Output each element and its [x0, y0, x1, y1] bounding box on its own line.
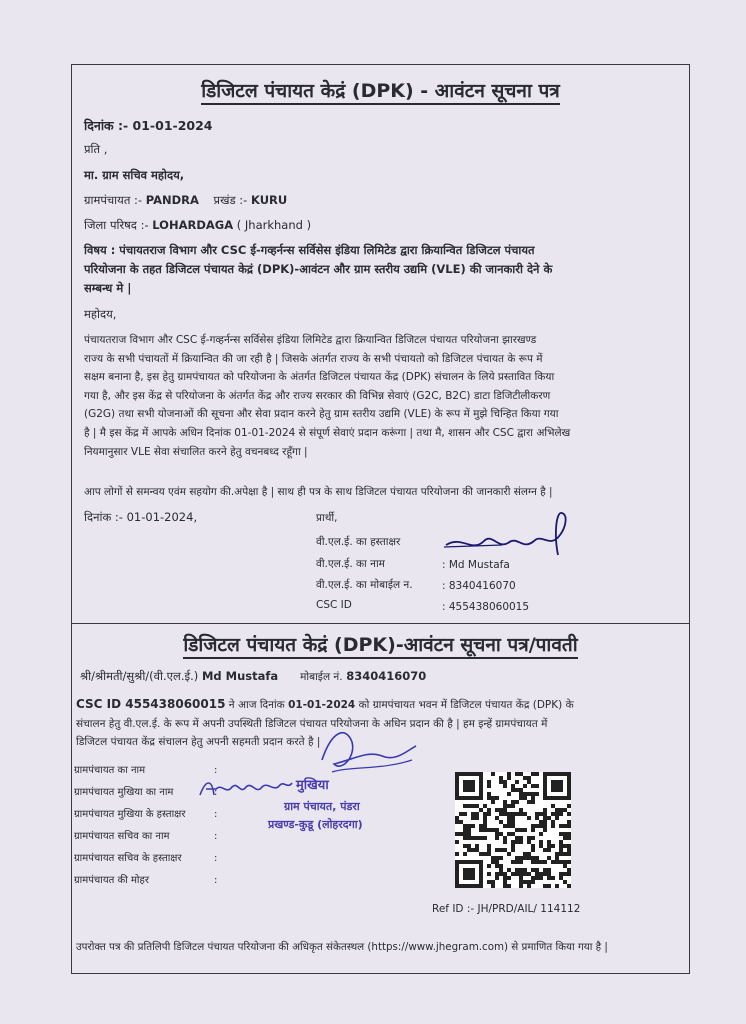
person-row — [80, 669, 426, 684]
body-line: है | मै इस केंद्र में आपके अधिन दिनांक 01-01-2024 से संपूर्ण सेवाएं प्रदान करूंगा | तथा मै, शासन और CSC द्वारा अभिलेख — [84, 426, 571, 439]
gp-label: ग्रामपंचायत :- — [84, 193, 143, 207]
bottom-title: डिजिटल पंचायत केद्रं (DPK)-आवंटन सूचना पत्र/पावती — [72, 631, 689, 657]
vle-signature-icon — [442, 505, 582, 565]
stamp-mukhiya: मुखिया — [296, 778, 329, 793]
subject-line-2: परियोजना के तहत डिजिटल पंचायत केद्रं (DPK)-आवंटन और ग्राम स्तरीय उद्यमि (VLE) की जानकारी देने के — [84, 262, 553, 276]
field-label: ग्रामपंचायत का नाम — [74, 765, 146, 776]
ack-text-end: को ग्रामपंचायत भवन में डिजिटल पंचायत केंद्र (DPK) के — [355, 699, 574, 711]
csc-value: : 455438060015 — [442, 601, 530, 613]
body-line: नियमानुसार VLE सेवा संचालित करने हेतु वचनबध्द रहूँगा | — [84, 445, 308, 458]
ref-id: Ref ID :- JH/PRD/AIL/ 114112 — [432, 903, 581, 915]
csc-id-bold: CSC ID 455438060015 — [76, 697, 226, 711]
field-value: : — [214, 765, 218, 776]
body-line: (G2G) तथा सभी योजनाओं की सूचना और सेवा प्रदान करने हेतु ग्राम स्तरीय उद्यमि (VLE) के रूप में मुझे चिन्हित किया गया — [84, 408, 559, 421]
ack-date: 01-01-2024 — [288, 699, 356, 711]
stamp-gram-panchayat: ग्राम पंचायत, पंडरा — [284, 800, 360, 813]
mobile-value: 8340416070 — [346, 669, 427, 683]
field-label: ग्रामपंचायत मुखिया के हस्ताक्षर — [74, 809, 186, 820]
district-label: जिला परिषद :- — [84, 218, 149, 232]
vle-mobile-label: वी.एल.ई. का मोबाईल न. — [316, 579, 413, 591]
vle-name-label: वी.एल.ई. का नाम — [316, 558, 385, 570]
subject-line-3: सम्बन्ध मे | — [84, 281, 132, 295]
body-line: गया है, और इस केंद्र से परियोजना के अंतर्गत केंद्र और राज्य सरकार की विभिन्न सेवाएं (G2C, B2C) डाटा डिजिटीलीकरण — [84, 389, 551, 402]
block-value: KURU — [251, 193, 288, 207]
field-label: ग्रामपंचायत मुखिया का नाम — [74, 787, 174, 798]
field-value: : — [214, 787, 218, 798]
footer-note: उपरोक्त पत्र की प्रतिलिपी डिजिटल पंचायत परियोजना की अधिकृत संकेतस्थल (https://www.jhegram.com) से प्रमाणित किया गया है | — [76, 941, 608, 953]
ack-text: ने आज दिनांक — [225, 699, 289, 711]
field-row — [74, 870, 217, 892]
district-row — [84, 218, 311, 233]
vle-name-value: : Md Mustafa — [442, 559, 510, 571]
field-label: ग्रामपंचायत सचिव के हस्ताक्षर — [74, 853, 182, 864]
csc-label: CSC ID — [316, 599, 352, 611]
person-prefix: श्री/श्रीमती/सुश्री/(वी.एल.ई.) — [80, 669, 199, 683]
ack-line-2: संचालन हेतु वी.एल.ई. के रूप में अपनी उपस्थिती डिजिटल पंचायत परियोजना के अधिन प्रदान की है | हम इन्हें ग्रामपंचायत में — [76, 717, 548, 730]
field-row — [74, 826, 217, 848]
applicant-label: प्रार्थी, — [316, 512, 338, 524]
letter-frame — [71, 64, 690, 974]
field-value: : — [214, 875, 218, 886]
field-label: ग्रामपंचायत सचिव का नाम — [74, 831, 170, 842]
body-line: पंचायतराज विभाग और CSC ई-गव्हर्नन्स सर्विसेस इंडिया लिमिटेड द्वारा क्रियान्वित डिजिटल पंचायत परियोजना झारखण्ड — [84, 334, 537, 346]
qr-code-icon — [455, 772, 571, 888]
qr-code-graphic — [455, 772, 571, 888]
block-label: प्रखंड :- — [213, 193, 248, 207]
date-line: दिनांक :- 01-01-2024 — [84, 118, 213, 133]
body-line: राज्य के सभी पंचायतों में क्रियान्वित की जा रही है | जिसके अंतर्गत राज्य के सभी पंचायतो को डिजिटल पंचायत के रूप में — [84, 352, 543, 365]
body-line: सक्षम बनाना है, इस हेतु ग्रामपंचायत को परियोजना के अंतर्गत डिजिटल पंचायत केंद्र (DPK) संचालन के लिये प्रस्तावित किया — [84, 371, 555, 384]
mukhiya-handwriting-icon — [196, 775, 296, 801]
vle-mobile-value: : 8340416070 — [442, 580, 516, 592]
official-signature-icon — [312, 720, 422, 780]
body-paragraph — [84, 331, 570, 461]
mobile-label: मोबाईल नं. — [300, 671, 343, 683]
field-row — [74, 804, 217, 826]
field-value: : — [214, 809, 218, 820]
section-divider — [72, 623, 689, 624]
vle-sign-label: वी.एल.ई. का हस्ताक्षर — [316, 536, 401, 548]
prati: प्रति , — [84, 142, 108, 156]
district-value: LOHARDAGA — [152, 218, 234, 232]
to-line: मा. ग्राम सचिव महोदय, — [84, 168, 185, 182]
date-line-2: दिनांक :- 01-01-2024, — [84, 510, 198, 524]
person-name: Md Mustafa — [201, 669, 279, 683]
field-label: ग्रामपंचायत की मोहर — [74, 875, 149, 886]
field-value: : — [214, 831, 218, 842]
cooperation-line: आप लोगों से समन्वय एवंम सहयोग की.अपेक्षा है | साथ ही पत्र के साथ डिजिटल पंचायत परियोजना की जानकारी संलग्न है | — [84, 486, 553, 498]
state-value: ( Jharkhand ) — [236, 218, 312, 232]
stamp-block: प्रखण्ड-कुडू (लोहरदगा) — [268, 818, 363, 831]
subject-line-1: विषय : पंचायतराज विभाग और CSC ई-गव्हर्नन्स सर्विसेस इंडिया लिमिटेड द्वारा क्रियान्वित डिजिटल पंचायत — [84, 243, 535, 257]
field-row — [74, 848, 217, 870]
salutation: महोदय, — [84, 307, 117, 321]
gp-value: PANDRA — [145, 193, 199, 207]
top-title: डिजिटल पंचायत केद्रं (DPK) - आवंटन सूचना पत्र — [72, 77, 689, 103]
ack-line-3: डिजिटल पंचायत केंद्र संचालन हेतु अपनी सहमती प्रदान करते है | — [76, 736, 321, 748]
field-value: : — [214, 853, 218, 864]
gp-row — [84, 193, 287, 208]
